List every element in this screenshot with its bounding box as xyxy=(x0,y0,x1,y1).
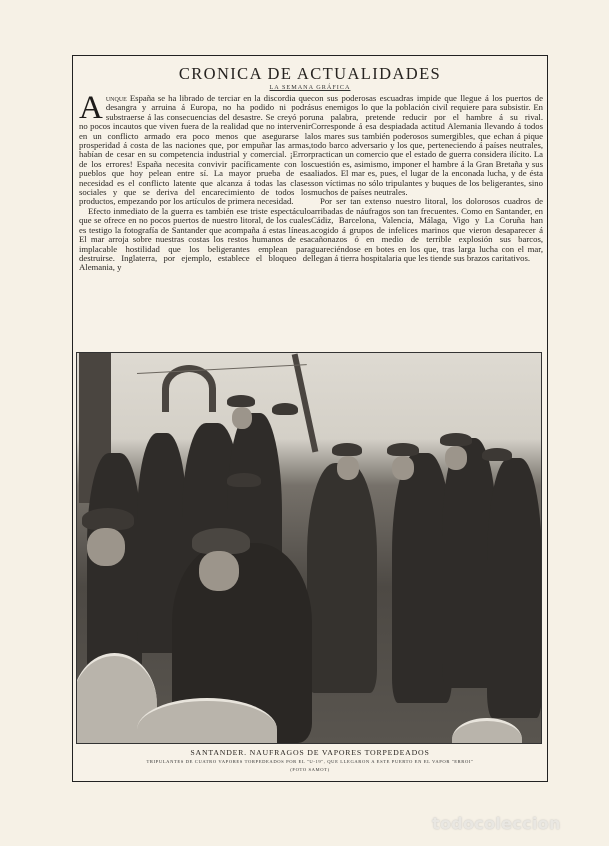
article-subtitle: LA SEMANA GRÁFICA xyxy=(269,84,351,91)
barrel xyxy=(452,718,522,744)
face xyxy=(392,456,414,480)
sailor-figure xyxy=(87,453,142,683)
cap xyxy=(82,508,134,530)
photo-caption-text: TRIPULANTES DE CUATRO VAPORES TORPEDEADOS POR EL "U-19", QUE LLEGARON A ESTE PUERTO EN EL VAPOR "ERROI" xyxy=(146,759,474,764)
first-word: unque xyxy=(105,93,127,103)
mast-right xyxy=(292,353,319,452)
face xyxy=(232,407,252,429)
article-frame xyxy=(72,55,548,782)
right-column xyxy=(311,94,543,263)
cap xyxy=(387,443,419,456)
article-title: CRONICA DE ACTUALIDADES xyxy=(178,64,442,83)
paragraph-2: Efecto inmediato de la guerra es también ese triste espectáculo que se ofrece en no pocos puertos de nuestro litoral, de los cuales es testigo la fotografía de Santander que acompaña á estas líneas. El mar arroja sobre nuestras costas los restos humanos de esa implacable hostilidad que los beligerantes emplean para destruirse. Inglaterra, por ejemplo, establece el bloqueo de Alemania, y xyxy=(79,205,311,273)
cap xyxy=(227,473,261,487)
photo-caption-title: SANTANDER. NAUFRAGOS DE VAPORES TORPEDEADOS xyxy=(190,748,430,757)
cap xyxy=(272,403,298,415)
cap xyxy=(482,448,512,461)
face xyxy=(337,456,359,480)
cap xyxy=(332,443,362,456)
paragraph-1 xyxy=(79,90,311,207)
drop-cap: A xyxy=(79,90,103,126)
sailors-photo xyxy=(76,352,542,744)
rigging-rope xyxy=(137,364,307,374)
cap xyxy=(227,395,255,407)
watermark: todocoleccion xyxy=(432,814,561,833)
left-column xyxy=(79,90,311,273)
paragraph-1-text: España se ha librado de terciar en la discordia que desangra y arruina á Europa, no ha podido ni podrá substraerse á las consecuencias del desastre. Se creyó por no pocos incautos que viven fuera de la realidad que no intervenir en un conflicto armado era poco menos que asegurarse la prosperidad á costa de las naciones que, por empuñar las armas, habían de cesar en su competencia industrial y comercial. ¡Error de los errores! España necesita convivir pacíficamente con los pueblos que hoy pelean entre sí. La mayor prueba de esa necesidad es el conflicto latente que alcanza á todas las clases sociales y que se deriva del encarecimiento de todos los productos, empezando por los artículos de primera necesidad. xyxy=(79,93,311,207)
face xyxy=(87,528,125,566)
face xyxy=(199,551,239,591)
sailor-figure xyxy=(307,463,377,693)
photo-credit: (FOTO SAMOT) xyxy=(290,767,330,772)
face xyxy=(445,446,467,470)
paragraph-3: con sus poderosas escuadras impide que llegue á los puertos de sus enemigos lo que la población civil requiere para subsistir. En una palabra, pretende reducir por el hambre á su rival. Corresponde á esa despiadada actitud Alemania llevando á todos los mares sus también poderosos sumergibles, que echan á pique todo barco adversario y los que, perteneciendo á países neutrales, practican un comercio que el estado de guerra considera ilícito. La cuestión es, asimismo, imponer el hambre á la Gran Bretaña y sus aliados. El mar es, pues, el lugar de la enconada lucha, y de ésta son víctimas no sólo tripulantes y buques de los beligerantes, sino muchos de países neutrales. xyxy=(311,93,543,198)
paragraph-4: Por ser tan extenso nuestro litoral, los dolorosos cuadros de arribadas de náufragos son tan frecuentes. Como en Santander, en Cádiz, Barcelona, Valencia, Málaga, Vigo y La Coruña han acogido á grupos de infelices marinos que vieron desaparecer á cañonazos ó en medio de terrible explosión sus barcos, guareciéndose en botes en los que, tras larga lucha con el mar, llegan á tierra hospitalaria que les tiende sus brazos caritativos. xyxy=(311,196,543,263)
sailor-figure xyxy=(487,458,542,718)
cap xyxy=(440,433,472,446)
